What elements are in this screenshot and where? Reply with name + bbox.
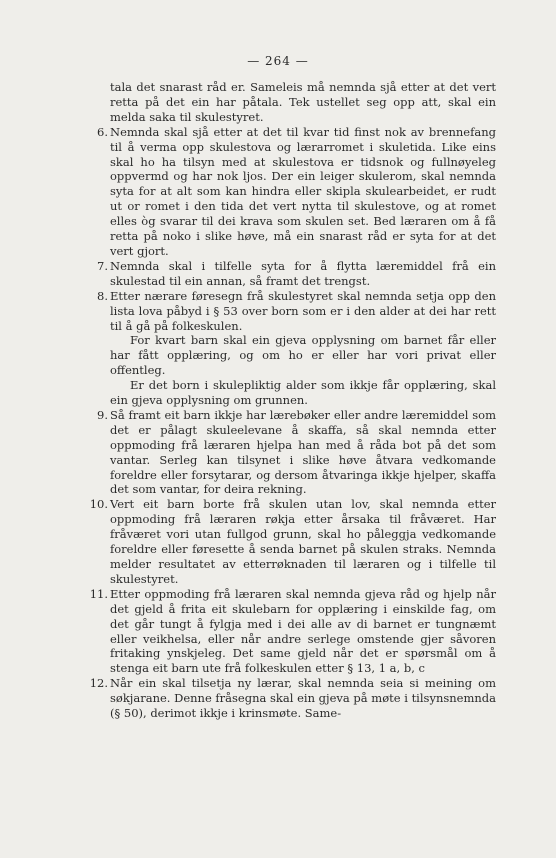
page-number: — 264 —	[247, 54, 309, 68]
item-paragraph: Er det born i skulepliktig alder som ikkje får opplæring, skal ein gjeva opplysning om grunnen.	[110, 378, 496, 408]
item-number: 12.	[89, 676, 108, 691]
item-body	[110, 676, 496, 721]
item-body	[110, 289, 496, 408]
page-content	[86, 80, 496, 721]
item-paragraph: Nemnda skal i tilfelle syta for å flytta læremiddel frå ein skulestad til ein annan, så framt det trengst.	[110, 258, 496, 288]
list-item	[86, 676, 496, 721]
list-item	[86, 587, 496, 676]
item-paragraph: Vert eit barn borte frå skulen utan lov, skal nemnda etter oppmoding frå læraren røkja etter årsaka til fråværet. Har fråværet vori utan fullgod grunn, skal ho påleggja vedkomande foreldre eller føresette å senda barnet på skulen straks. Nemnda melder resultatet av etterrøknaden til læraren og i tilfelle til skulestyret.	[110, 497, 496, 586]
list-item	[86, 259, 496, 289]
item-number: 11.	[89, 586, 108, 601]
item-number: 6.	[97, 124, 108, 139]
item-paragraph: Nemnda skal sjå etter at det til kvar tid finst nok av brennefang til å verma opp skulestova og lærarromet i skuletida. Like eins skal ho ha tilsyn med at skulestova er tidsnok og fullnøyeleg oppvermd og har nok ljos. Der ein leiger skulerom, skal nemnda syta for at alt som kan hindra eller skipla skulearbeidet, er rudt ut or romet i den tida det vert nytta til skulestove, og at romet elles òg svarar til dei krava som skulen set. Bed læraren om å få retta på noko i slike høve, må ein snarast råd er syta for at det vert gjort.	[110, 124, 496, 258]
item-body	[110, 259, 496, 289]
list-item	[86, 497, 496, 586]
list-item	[86, 289, 496, 408]
item-paragraph: Når ein skal tilsetja ny lærar, skal nemnda seia si meining om søkjarane. Denne fråsegna skal ein gjeva på møte i tilsynsnemnda (§ 50), derimot ikkje i krinsmøte. Same-	[110, 676, 496, 721]
item-paragraph: Etter nærare føresegn frå skulestyret skal nemnda setja opp den lista lova påbyd i § 53 over born som er i den alder at dei har rett til å gå på folkeskulen.	[110, 288, 496, 333]
item-number: 7.	[97, 258, 108, 273]
item-number: 10.	[89, 497, 108, 512]
item-paragraph: Etter oppmoding frå læraren skal nemnda gjeva råd og hjelp når det gjeld å frita eit skulebarn for opplæring i einskilde fag, om det går tungt å fylgja med i dei alle av di barnet er tungnæmt eller veikhelsa, eller når andre serlege omstende gjer såvoren fritaking ynskjeleg. Det same gjeld når det er spørsmål om å stenga eit barn ute frå folkeskulen etter § 13, 1 a, b, c	[110, 586, 496, 676]
item-body	[110, 587, 496, 676]
list-item	[86, 408, 496, 497]
list-item	[86, 125, 496, 259]
item-number: 9.	[97, 407, 108, 422]
item-paragraph: Så framt eit barn ikkje har lærebøker eller andre læremiddel som det er pålagt skuleelevane å skaffa, så skal nemnda etter oppmoding frå læraren hjelpa han med å råda bot på det som vantar. Serleg kan tilsynet i slike høve åtvara vedkomande foreldre eller forsytarar, og dersom åtvaringa ikkje hjelper, skaffa det som vantar, for deira rekning.	[110, 407, 496, 497]
item-body	[110, 497, 496, 586]
item-body	[110, 408, 496, 497]
intro-paragraph: tala det snarast råd er. Sameleis må nemnda sjå etter at det vert retta på det ein har påtala. Tek ustellet seg opp att, skal ein melda saka til skulestyret.	[110, 80, 496, 124]
item-number: 8.	[97, 288, 108, 303]
item-body	[110, 125, 496, 259]
item-paragraph: For kvart barn skal ein gjeva opplysning om barnet får eller har fått opplæring, og om ho er eller har vori privat eller offentleg.	[110, 333, 496, 378]
